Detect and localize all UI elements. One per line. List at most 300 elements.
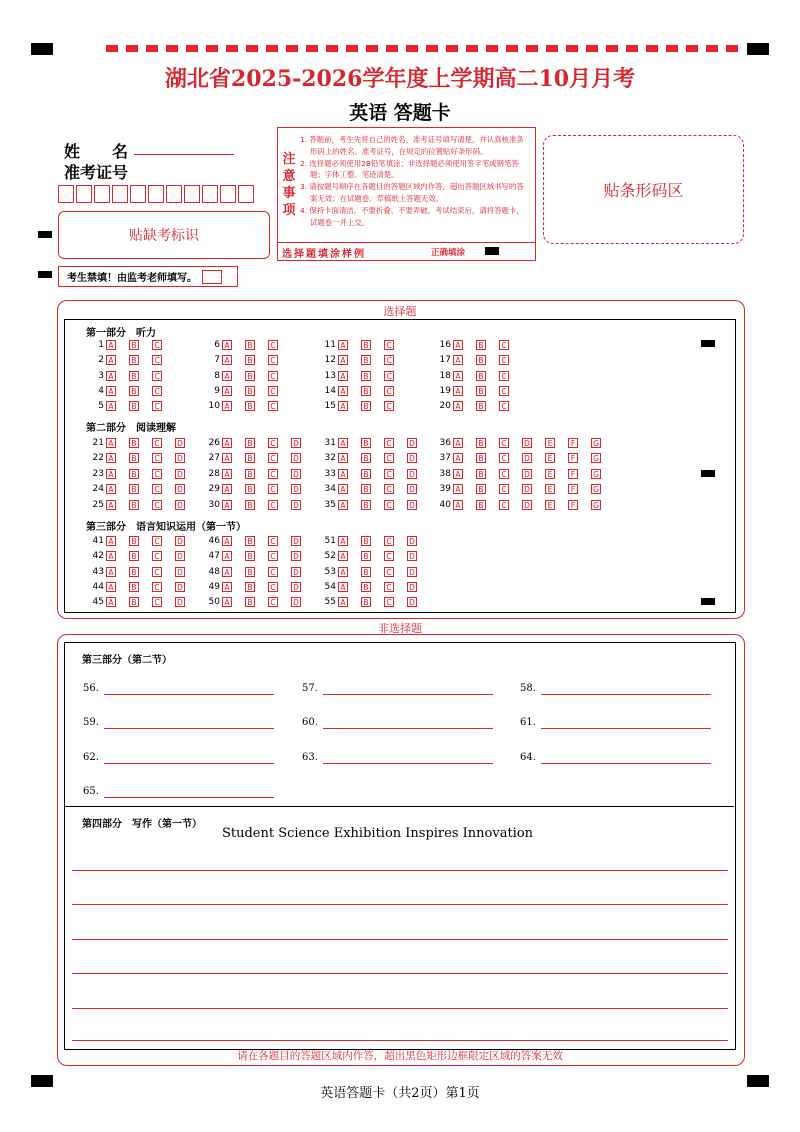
option-bubble-d[interactable]: D — [407, 500, 417, 510]
question-45 — [82, 596, 198, 608]
question-number: 19 — [439, 386, 451, 396]
option-bubble-c[interactable]: C — [384, 597, 394, 607]
option-bubble-b[interactable]: B — [245, 567, 255, 577]
question-number: 43 — [92, 567, 104, 577]
question-54 — [314, 581, 430, 593]
question-11 — [314, 339, 407, 351]
question-18 — [429, 370, 522, 382]
option-bubble-d[interactable]: D — [407, 536, 417, 546]
option-bubble-b[interactable]: B — [361, 484, 371, 494]
id-number-boxes[interactable] — [58, 185, 256, 205]
option-bubble-e[interactable]: E — [545, 453, 555, 463]
option-bubble-g[interactable]: G — [591, 484, 601, 494]
question-39 — [429, 483, 614, 495]
writing-line[interactable] — [72, 973, 728, 974]
question-10 — [198, 400, 291, 412]
option-bubble-d[interactable]: D — [522, 500, 532, 510]
option-bubble-c[interactable]: C — [384, 453, 394, 463]
option-bubble-c[interactable]: C — [384, 340, 394, 350]
option-bubble-f[interactable]: F — [568, 484, 578, 494]
option-bubble-c[interactable]: C — [152, 597, 162, 607]
option-bubble-b[interactable]: B — [129, 597, 139, 607]
option-bubble-b[interactable]: B — [361, 438, 371, 448]
option-bubble-f[interactable]: F — [568, 438, 578, 448]
option-bubble-a[interactable]: A — [338, 597, 348, 607]
option-bubble-b[interactable]: B — [245, 551, 255, 561]
fill-example: 选择题填涂样例 正确填涂 — [278, 242, 535, 261]
option-bubble-a[interactable]: A — [222, 484, 232, 494]
option-bubble-a[interactable]: A — [222, 401, 232, 411]
option-bubble-b[interactable]: B — [361, 401, 371, 411]
option-bubble-d[interactable]: D — [175, 500, 185, 510]
option-bubble-a[interactable]: A — [338, 340, 348, 350]
question-46 — [198, 535, 314, 547]
page-footer: 英语答题卡（共2页）第1页 — [320, 1086, 480, 1101]
option-bubble-c[interactable]: C — [152, 401, 162, 411]
option-bubble-a[interactable]: A — [338, 401, 348, 411]
option-bubble-a[interactable]: A — [338, 567, 348, 577]
option-bubble-g[interactable]: G — [591, 469, 601, 479]
option-bubble-a[interactable]: A — [222, 371, 232, 381]
question-number: 38 — [439, 469, 451, 479]
option-bubble-d[interactable]: D — [407, 469, 417, 479]
option-bubble-a[interactable]: A — [222, 567, 232, 577]
option-bubble-b[interactable]: B — [129, 355, 139, 365]
option-bubble-c[interactable]: C — [384, 355, 394, 365]
option-bubble-b[interactable]: B — [129, 401, 139, 411]
question-number: 17 — [439, 355, 451, 365]
option-bubble-d[interactable]: D — [522, 469, 532, 479]
option-bubble-c[interactable]: C — [499, 386, 509, 396]
question-48 — [198, 566, 314, 578]
question-51 — [314, 535, 430, 547]
option-bubble-b[interactable]: B — [476, 469, 486, 479]
question-3 — [82, 370, 175, 382]
option-bubble-c[interactable]: C — [152, 340, 162, 350]
option-bubble-g[interactable]: G — [591, 438, 601, 448]
option-bubble-c[interactable]: C — [268, 567, 278, 577]
option-bubble-a[interactable]: A — [106, 340, 116, 350]
option-bubble-a[interactable]: A — [453, 355, 463, 365]
question-number: 5 — [98, 401, 104, 411]
option-bubble-a[interactable]: A — [222, 340, 232, 350]
answer-58[interactable]: 58. — [520, 683, 536, 694]
option-bubble-c[interactable]: C — [384, 536, 394, 546]
option-bubble-b[interactable]: B — [129, 500, 139, 510]
option-bubble-a[interactable]: A — [338, 355, 348, 365]
option-bubble-d[interactable]: D — [291, 469, 301, 479]
writing-line[interactable] — [72, 1040, 728, 1041]
answer-60[interactable]: 60. — [302, 717, 318, 728]
option-bubble-d[interactable]: D — [291, 597, 301, 607]
option-bubble-c[interactable]: C — [384, 469, 394, 479]
option-bubble-c[interactable]: C — [152, 469, 162, 479]
question-number: 48 — [208, 567, 220, 577]
question-25 — [82, 499, 198, 511]
option-bubble-a[interactable]: A — [453, 371, 463, 381]
exam-title: 湖北省2025-2026学年度上学期高二10月月考 — [164, 66, 636, 92]
option-bubble-a[interactable]: A — [222, 551, 232, 561]
writing-line[interactable] — [72, 870, 728, 871]
option-bubble-a[interactable]: A — [338, 500, 348, 510]
option-bubble-c[interactable]: C — [152, 438, 162, 448]
option-bubble-a[interactable]: A — [453, 438, 463, 448]
question-55 — [314, 596, 430, 608]
option-bubble-d[interactable]: D — [175, 597, 185, 607]
option-bubble-c[interactable]: C — [499, 340, 509, 350]
option-bubble-b[interactable]: B — [245, 597, 255, 607]
question-number: 10 — [208, 401, 220, 411]
option-bubble-d[interactable]: D — [407, 567, 417, 577]
option-bubble-b[interactable]: B — [245, 536, 255, 546]
question-number: 3 — [98, 371, 104, 381]
option-bubble-b[interactable]: B — [361, 469, 371, 479]
option-bubble-c[interactable]: C — [384, 371, 394, 381]
option-bubble-b[interactable]: B — [245, 582, 255, 592]
option-bubble-c[interactable]: C — [268, 469, 278, 479]
option-bubble-b[interactable]: B — [245, 453, 255, 463]
answer-59[interactable]: 59. — [83, 717, 99, 728]
option-bubble-f[interactable]: F — [568, 469, 578, 479]
question-number: 40 — [439, 500, 451, 510]
option-bubble-c[interactable]: C — [268, 371, 278, 381]
option-bubble-c[interactable]: C — [499, 371, 509, 381]
option-bubble-b[interactable]: B — [476, 484, 486, 494]
question-number: 16 — [439, 340, 451, 350]
part2-title: 第二部分 阅读理解 — [86, 423, 176, 434]
option-bubble-a[interactable]: A — [106, 567, 116, 577]
question-43 — [82, 566, 198, 578]
option-bubble-c[interactable]: C — [152, 453, 162, 463]
option-bubble-b[interactable]: B — [476, 371, 486, 381]
option-bubble-c[interactable]: C — [499, 469, 509, 479]
writing-line[interactable] — [72, 939, 728, 940]
option-bubble-d[interactable]: D — [291, 551, 301, 561]
option-bubble-d[interactable]: D — [291, 536, 301, 546]
option-bubble-b[interactable]: B — [476, 438, 486, 448]
option-bubble-d[interactable]: D — [291, 484, 301, 494]
answer-62[interactable]: 62. — [83, 752, 99, 763]
option-bubble-a[interactable]: A — [106, 371, 116, 381]
option-bubble-a[interactable]: A — [338, 453, 348, 463]
question-number: 54 — [324, 582, 336, 592]
option-bubble-e[interactable]: E — [545, 484, 555, 494]
option-bubble-b[interactable]: B — [476, 500, 486, 510]
option-bubble-c[interactable]: C — [499, 453, 509, 463]
option-bubble-b[interactable]: B — [245, 371, 255, 381]
option-bubble-d[interactable]: D — [407, 582, 417, 592]
option-bubble-c[interactable]: C — [384, 386, 394, 396]
barcode-area: 贴条形码区 — [543, 135, 744, 244]
option-bubble-d[interactable]: D — [175, 453, 185, 463]
question-number: 14 — [324, 386, 336, 396]
option-bubble-d[interactable]: D — [407, 484, 417, 494]
option-bubble-a[interactable]: A — [338, 484, 348, 494]
option-bubble-a[interactable]: A — [222, 386, 232, 396]
option-bubble-b[interactable]: B — [129, 371, 139, 381]
option-bubble-d[interactable]: D — [291, 567, 301, 577]
option-bubble-b[interactable]: B — [129, 469, 139, 479]
option-bubble-c[interactable]: C — [268, 582, 278, 592]
option-bubble-b[interactable]: B — [129, 582, 139, 592]
question-27 — [198, 452, 314, 464]
nonchoice-inner-frame — [64, 642, 736, 1050]
option-bubble-b[interactable]: B — [129, 340, 139, 350]
option-bubble-c[interactable]: C — [152, 500, 162, 510]
question-number: 45 — [92, 597, 104, 607]
question-15 — [314, 400, 407, 412]
option-bubble-c[interactable]: C — [499, 438, 509, 448]
option-bubble-b[interactable]: B — [245, 401, 255, 411]
option-bubble-b[interactable]: B — [245, 438, 255, 448]
option-bubble-c[interactable]: C — [268, 484, 278, 494]
notice-text: 1. 答题前，考生先将自己的姓名、准考证号填写清楚，并认真核准条形码上的姓名、准考证号，在规定的位置贴好条形码。 2. 选择题必须使用2B铅笔填涂；非选择题必须使用签字笔或钢笔答题；字体工整、笔迹清楚。 3. 请按题号顺序在各题目的答题区域内作答，超出答题区域书写的答案无效；在试题卷、草稿纸上答题无效。 4. 保持卡面清洁，不要折叠、不要弄破。考试结束后，请将答题卡，试题卷一并上交。 — [300, 135, 524, 227]
option-bubble-b[interactable]: B — [476, 340, 486, 350]
option-bubble-d[interactable]: D — [291, 500, 301, 510]
id-label: 准考证号 — [64, 163, 129, 182]
answer-area-warning: 请在各题目的答题区域内作答，超出黑色矩形边框限定区域的答案无效 — [237, 1050, 563, 1062]
writing-line[interactable] — [72, 904, 728, 905]
option-bubble-d[interactable]: D — [522, 484, 532, 494]
option-bubble-d[interactable]: D — [175, 469, 185, 479]
option-bubble-d[interactable]: D — [291, 582, 301, 592]
question-number: 28 — [208, 469, 220, 479]
notice-box — [277, 127, 536, 261]
option-bubble-c[interactable]: C — [268, 536, 278, 546]
option-bubble-a[interactable]: A — [106, 597, 116, 607]
option-bubble-b[interactable]: B — [361, 500, 371, 510]
option-bubble-b[interactable]: B — [129, 453, 139, 463]
option-bubble-a[interactable]: A — [338, 536, 348, 546]
option-bubble-c[interactable]: C — [499, 484, 509, 494]
option-bubble-c[interactable]: C — [384, 500, 394, 510]
option-bubble-b[interactable]: B — [245, 386, 255, 396]
option-bubble-b[interactable]: B — [361, 453, 371, 463]
writing-line[interactable] — [72, 1008, 728, 1009]
option-bubble-a[interactable]: A — [222, 582, 232, 592]
question-number: 47 — [208, 551, 220, 561]
option-bubble-b[interactable]: B — [129, 567, 139, 577]
option-bubble-a[interactable]: A — [338, 551, 348, 561]
name-field[interactable] — [134, 154, 234, 155]
question-5 — [82, 400, 175, 412]
option-bubble-b[interactable]: B — [361, 355, 371, 365]
option-bubble-d[interactable]: D — [175, 567, 185, 577]
option-bubble-b[interactable]: B — [245, 500, 255, 510]
option-bubble-c[interactable]: C — [384, 567, 394, 577]
option-bubble-c[interactable]: C — [268, 355, 278, 365]
option-bubble-b[interactable]: B — [245, 469, 255, 479]
option-bubble-a[interactable]: A — [106, 355, 116, 365]
option-bubble-a[interactable]: A — [338, 469, 348, 479]
option-bubble-a[interactable]: A — [453, 500, 463, 510]
option-bubble-a[interactable]: A — [222, 453, 232, 463]
option-bubble-b[interactable]: B — [476, 453, 486, 463]
option-bubble-b[interactable]: B — [129, 536, 139, 546]
option-bubble-a[interactable]: A — [453, 453, 463, 463]
option-bubble-d[interactable]: D — [291, 453, 301, 463]
option-bubble-a[interactable]: A — [338, 371, 348, 381]
question-number: 11 — [324, 340, 336, 350]
question-14 — [314, 385, 407, 397]
question-number: 55 — [324, 597, 336, 607]
option-bubble-a[interactable]: A — [338, 582, 348, 592]
question-34 — [314, 483, 430, 495]
option-bubble-c[interactable]: C — [152, 371, 162, 381]
option-bubble-a[interactable]: A — [106, 500, 116, 510]
option-bubble-c[interactable]: C — [152, 536, 162, 546]
answer-64[interactable]: 64. — [520, 752, 536, 763]
question-9 — [198, 385, 291, 397]
missing-mark-area: 贴缺考标识 — [58, 211, 270, 259]
question-37 — [429, 452, 614, 464]
option-bubble-a[interactable]: A — [222, 597, 232, 607]
option-bubble-c[interactable]: C — [384, 438, 394, 448]
option-bubble-g[interactable]: G — [591, 453, 601, 463]
question-number: 25 — [92, 500, 104, 510]
option-bubble-a[interactable]: A — [338, 438, 348, 448]
option-bubble-b[interactable]: B — [476, 355, 486, 365]
option-bubble-a[interactable]: A — [106, 386, 116, 396]
option-bubble-b[interactable]: B — [361, 536, 371, 546]
answer-61[interactable]: 61. — [520, 717, 536, 728]
option-bubble-b[interactable]: B — [245, 484, 255, 494]
option-bubble-a[interactable]: A — [106, 536, 116, 546]
option-bubble-b[interactable]: B — [129, 438, 139, 448]
option-bubble-b[interactable]: B — [245, 355, 255, 365]
option-bubble-a[interactable]: A — [338, 386, 348, 396]
option-bubble-c[interactable]: C — [268, 401, 278, 411]
answer-63[interactable]: 63. — [302, 752, 318, 763]
answer-65[interactable]: 65. — [83, 786, 99, 797]
option-bubble-d[interactable]: D — [522, 453, 532, 463]
option-bubble-b[interactable]: B — [245, 340, 255, 350]
option-bubble-d[interactable]: D — [407, 438, 417, 448]
option-bubble-d[interactable]: D — [175, 582, 185, 592]
option-bubble-d[interactable]: D — [407, 453, 417, 463]
option-bubble-d[interactable]: D — [407, 551, 417, 561]
option-bubble-a[interactable]: A — [106, 484, 116, 494]
option-bubble-g[interactable]: G — [591, 500, 601, 510]
option-bubble-b[interactable]: B — [129, 551, 139, 561]
option-bubble-f[interactable]: F — [568, 500, 578, 510]
option-bubble-c[interactable]: C — [499, 401, 509, 411]
question-number: 26 — [208, 438, 220, 448]
option-bubble-c[interactable]: C — [384, 582, 394, 592]
part3-title: 第三部分 语言知识运用（第一节） — [86, 522, 246, 533]
question-number: 53 — [324, 567, 336, 577]
option-bubble-c[interactable]: C — [152, 567, 162, 577]
option-bubble-b[interactable]: B — [129, 484, 139, 494]
option-bubble-a[interactable]: A — [106, 401, 116, 411]
question-50 — [198, 596, 314, 608]
option-bubble-b[interactable]: B — [361, 386, 371, 396]
question-23 — [82, 468, 198, 480]
option-bubble-a[interactable]: A — [222, 536, 232, 546]
option-bubble-c[interactable]: C — [152, 582, 162, 592]
question-16 — [429, 339, 522, 351]
option-bubble-c[interactable]: C — [499, 355, 509, 365]
option-bubble-b[interactable]: B — [361, 597, 371, 607]
proctor-fill-box[interactable] — [202, 270, 222, 284]
notice-heading: 注 意 事 项 — [282, 152, 296, 218]
question-number: 7 — [214, 355, 220, 365]
option-bubble-d[interactable]: D — [175, 484, 185, 494]
option-bubble-a[interactable]: A — [222, 438, 232, 448]
question-number: 20 — [439, 401, 451, 411]
option-bubble-a[interactable]: A — [106, 551, 116, 561]
option-bubble-c[interactable]: C — [268, 597, 278, 607]
option-bubble-a[interactable]: A — [453, 469, 463, 479]
option-bubble-b[interactable]: B — [361, 567, 371, 577]
option-bubble-b[interactable]: B — [361, 371, 371, 381]
answer-56[interactable]: 56. — [83, 683, 99, 694]
option-bubble-b[interactable]: B — [476, 386, 486, 396]
option-bubble-a[interactable]: A — [106, 453, 116, 463]
option-bubble-c[interactable]: C — [268, 340, 278, 350]
option-bubble-b[interactable]: B — [361, 340, 371, 350]
option-bubble-c[interactable]: C — [384, 484, 394, 494]
option-bubble-a[interactable]: A — [222, 469, 232, 479]
option-bubble-b[interactable]: B — [361, 551, 371, 561]
option-bubble-a[interactable]: A — [453, 401, 463, 411]
answer-57[interactable]: 57. — [302, 683, 318, 694]
option-bubble-c[interactable]: C — [384, 551, 394, 561]
option-bubble-c[interactable]: C — [268, 453, 278, 463]
option-bubble-a[interactable]: A — [106, 438, 116, 448]
option-bubble-b[interactable]: B — [476, 401, 486, 411]
option-bubble-f[interactable]: F — [568, 453, 578, 463]
question-40 — [429, 499, 614, 511]
option-bubble-c[interactable]: C — [268, 386, 278, 396]
option-bubble-a[interactable]: A — [222, 355, 232, 365]
option-bubble-d[interactable]: D — [522, 438, 532, 448]
option-bubble-d[interactable]: D — [407, 597, 417, 607]
option-bubble-a[interactable]: A — [106, 582, 116, 592]
question-20 — [429, 400, 522, 412]
option-bubble-a[interactable]: A — [106, 469, 116, 479]
option-bubble-d[interactable]: D — [291, 438, 301, 448]
option-bubble-d[interactable]: D — [175, 438, 185, 448]
question-number: 30 — [208, 500, 220, 510]
sheet-subtitle: 英语 答题卡 — [349, 102, 451, 124]
option-bubble-e[interactable]: E — [545, 500, 555, 510]
option-bubble-e[interactable]: E — [545, 469, 555, 479]
option-bubble-c[interactable]: C — [268, 500, 278, 510]
option-bubble-c[interactable]: C — [152, 355, 162, 365]
option-bubble-a[interactable]: A — [453, 340, 463, 350]
option-bubble-c[interactable]: C — [499, 500, 509, 510]
option-bubble-c[interactable]: C — [152, 386, 162, 396]
option-bubble-c[interactable]: C — [152, 484, 162, 494]
option-bubble-c[interactable]: C — [268, 438, 278, 448]
question-42 — [82, 550, 198, 562]
option-bubble-c[interactable]: C — [152, 551, 162, 561]
question-21 — [82, 437, 198, 449]
option-bubble-d[interactable]: D — [175, 536, 185, 546]
option-bubble-c[interactable]: C — [268, 551, 278, 561]
question-number: 21 — [92, 438, 104, 448]
option-bubble-b[interactable]: B — [361, 582, 371, 592]
option-bubble-a[interactable]: A — [453, 386, 463, 396]
question-number: 6 — [214, 340, 220, 350]
option-bubble-e[interactable]: E — [545, 438, 555, 448]
option-bubble-d[interactable]: D — [175, 551, 185, 561]
option-bubble-a[interactable]: A — [222, 500, 232, 510]
option-bubble-a[interactable]: A — [453, 484, 463, 494]
option-bubble-c[interactable]: C — [384, 401, 394, 411]
option-bubble-b[interactable]: B — [129, 386, 139, 396]
